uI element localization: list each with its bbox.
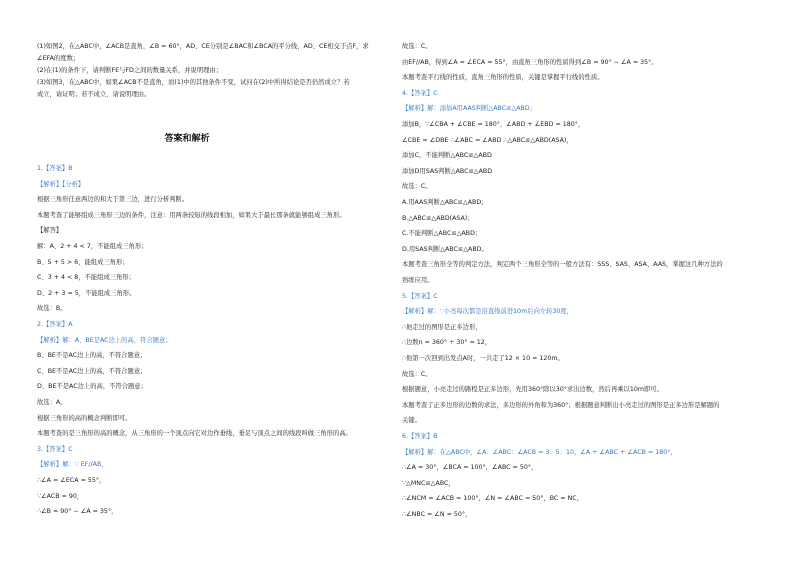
text-line: ∴边数n = 360° ÷ 30° = 12， — [402, 339, 492, 347]
text-line: 本题考查三角形全等的判定方法，判定两个三角形全等的一般方法有：SSS、SAS、ASA、AAS，掌握这几种方法的 — [402, 261, 723, 269]
text-line: C、3 + 4 < 8，不能组成三角形； — [37, 274, 135, 282]
text-line: C.不能判断△ABC≌△ABD； — [402, 230, 482, 238]
text-line: 1.【答案】B — [37, 165, 73, 172]
text-line: ∠CBE = ∠DBE ∴∠ABC = ∠ABD ∴△ABC≌△ABD(ASA)， — [402, 136, 573, 144]
text-line: D.用SAS判断△ABC≌△ABD。 — [402, 245, 488, 253]
text-line: ∴∠NBC = ∠N = 50°， — [402, 511, 472, 518]
text-line: 4.【答案】C — [402, 89, 438, 97]
text-line: (2)在(1)的条件下，请判断FE与FD之间的数量关系，并说明理由； — [37, 67, 223, 74]
text-line: B、BE不是AC边上的高，不符合题意； — [37, 352, 147, 360]
text-line: 【解析】【分析】 — [37, 180, 85, 188]
text-line: B.△ABC≌△ABD(ASA)； — [402, 214, 474, 222]
text-line: 【解析】解：∵小亮每次都是沿直线前进10m后向左转30度， — [402, 308, 573, 316]
text-line: 成立，请证明；若不成立，请说明理由。 — [37, 91, 151, 98]
text-line: 故选：C。 — [402, 43, 432, 50]
text-line: 本题考查平行线的性质，直角三角形的性质，关键是掌握平行线的性质。 — [402, 74, 604, 82]
text-line: 6.【答案】B — [402, 433, 438, 440]
text-line: 故选：A。 — [37, 399, 67, 406]
text-line: ∴∠A = 30°，∠BCA = 100°，∠ABC = 50°， — [402, 464, 538, 472]
text-line: B、5 + 5 > 6，能组成三角形； — [37, 258, 129, 266]
text-line: (1)如图2，在△ABC中，∠ACB是直角，∠B = 60°，AD、CE分别是∠BAC和∠BCA的平分线，AD、CE相交于点F，求 — [37, 43, 369, 50]
text-line: C、BE不是AC边上的高，不符合题意； — [37, 367, 147, 375]
text-line: 添加D用SAS判断△ABC≌△ABD — [402, 167, 493, 175]
text-line: 【解析】解：A、BE是AC边上的高，符合题意； — [37, 336, 172, 344]
text-line: 解：A、2 + 4 < 7，不能组成三角形； — [37, 243, 148, 250]
text-line: 故选：C。 — [402, 370, 432, 378]
text-line: ∴∠A = ∠ECA = 55°， — [37, 477, 106, 484]
text-line: ∴他第一次回到出发点A时，一共走了12 × 10 = 120m。 — [402, 355, 564, 362]
text-line: 本题考查了能够组成三角形三边的条件，注意：用两条较短的线段相加，如果大于最长那条就能够组成三角形。 — [37, 211, 346, 219]
text-line: ∠EFA的度数； — [37, 55, 80, 62]
text-line: 5.【答案】C — [402, 292, 438, 300]
text-line: 关键。 — [402, 417, 421, 425]
text-line: 2.【答案】A — [37, 321, 73, 328]
text-line: 【解析】解：在△ABC中，∠A：∠ABC：∠ACB = 3：5：10，∠A + ∠ABC + ∠ACB = 180°， — [402, 448, 677, 456]
text-line: 添加B，∵∠CBA + ∠CBE = 180°，∠ABD + ∠EBD = 180°， — [402, 121, 585, 128]
text-line: ∵∠ACB = 90， — [37, 492, 84, 500]
text-line: 根据三角形的高的概念判断即可。 — [37, 414, 132, 422]
section-title: 答案和解析 — [164, 134, 210, 144]
text-line: 由EF//AB，得到∠A = ∠ECA = 55°，由直角三角形的性质得到∠B = 90° − ∠A = 35°。 — [402, 58, 658, 66]
text-line: 3.【答案】C — [37, 445, 73, 453]
text-line: 根据题意，小亮走过的路程是正多边形，先用360°除以30°求出边数，然后再乘以10m即可。 — [402, 386, 663, 394]
text-line: ∴∠B = 90° − ∠A = 35°， — [37, 508, 118, 516]
text-line: 本题考查了正多边形的边数的求法，多边形的外角和为360°；根据题意判断出小亮走过的图形是正多边形是解题的 — [402, 401, 720, 409]
text-line: 本题考查的是三角形的高的概念，从三角形的一个顶点向它对边作垂线，垂足与顶点之间的线段叫做三角形的高。 — [37, 430, 352, 438]
text-line: 故选：B。 — [37, 305, 67, 313]
text-line: (3)如图3，在△ABC中，如果∠ACB不是直角，而(1)中的其他条件不变，试问在(2)中所得结论是否仍然成立？若 — [37, 79, 350, 86]
text-line: D、2 + 3 = 5，不能组成三角形。 — [37, 289, 136, 297]
text-line: ∴∠NCM = ∠ACB = 100°，∠N = ∠ABC = 50°，BC = NC， — [402, 495, 583, 503]
text-line: A.用AAS判断△ABC≌△ABD； — [402, 199, 488, 206]
text-line: D、BE不是AC边上的高，不符合题意； — [37, 383, 147, 391]
text-line: 熟练应用。 — [402, 277, 434, 284]
text-line: 【解析】解：∵ EF//AB， — [37, 461, 108, 469]
text-line: ∴他走过的图形是正多边形， — [402, 323, 482, 331]
text-line: 根据三角形任意两边的和大于第三边，进行分析判断。 — [37, 196, 189, 204]
text-line: 故选：C。 — [402, 183, 432, 191]
text-line: 添加C，不能判断△ABC≌△ABD — [402, 152, 492, 160]
text-line: ∵△MNC≌△ABC， — [402, 479, 455, 487]
text-line: 【解答】 — [37, 227, 63, 235]
text-line: 【解析】解：添加A用AAS判断△ABC≌△ABD； — [402, 105, 537, 113]
